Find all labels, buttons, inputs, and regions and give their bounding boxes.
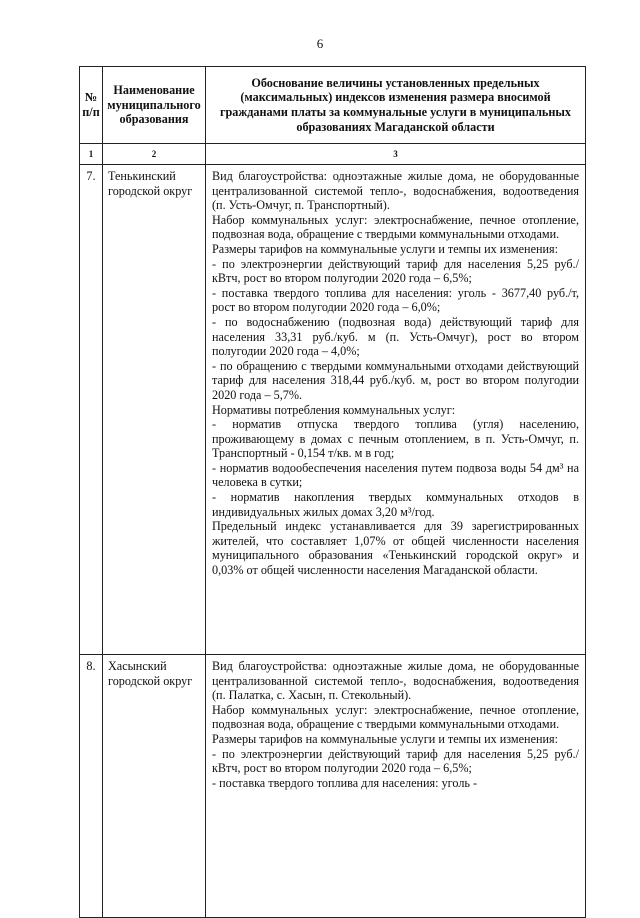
row-number: 7. (80, 165, 103, 655)
paragraph: - поставка твердого топлива для населения: уголь - 3677,40 руб./т, рост во втором полугодии 2020 года – 6,0%; (212, 285, 579, 315)
municipality-name: Хасынский городской округ (103, 655, 206, 918)
municipality-name: Тенькинский городской округ (103, 165, 206, 655)
paragraph: Нормативы потребления коммунальных услуг: (212, 402, 456, 417)
paragraph: - поставка твердого топлива для населения: уголь - (212, 775, 478, 790)
page-number: 6 (316, 36, 324, 51)
table-row (80, 165, 586, 655)
justification-text (206, 165, 586, 655)
paragraph: Размеры тарифов на коммунальные услуги и темпы их изменения: (212, 731, 559, 746)
paragraph: - норматив накопления твердых коммунальных отходов в индивидуальных жилых домах 3,20 м³/год. (212, 490, 579, 519)
paragraph: - по электроэнергии действующий тариф для населения 5,25 руб./кВтч, рост во втором полугодии 2020 года – 6,5%; (212, 746, 579, 776)
column-number: 2 (103, 144, 206, 165)
paragraph: - по электроэнергии действующий тариф для населения 5,25 руб./кВтч, рост во втором полугодии 2020 года – 6,5%; (212, 256, 579, 286)
table-row (80, 655, 586, 918)
paragraph: - по обращению с твердыми коммунальными отходами действующий тариф для населения 318,44 руб./куб. м, рост во втором полугодии 2020 года – 5,7%. (212, 358, 579, 402)
justification-text (206, 655, 586, 918)
column-number: 1 (80, 144, 103, 165)
paragraph: Вид благоустройства: одноэтажные жилые дома, не оборудованные централизованной системой тепло-, водоснабжения, водоотведения (п. Палатка, с. Хасын, п. Стекольный). (212, 659, 579, 703)
paragraph: Вид благоустройства: одноэтажные жилые дома, не оборудованные централизованной системой тепло-, водоснабжения, водоотведения (п. Усть-Омчуг, п. Транспортный). (212, 169, 579, 213)
paragraph: Набор коммунальных услуг: электроснабжение, печное отопление, подвозная вода, обращение с твердыми коммунальными отходами. (212, 212, 579, 242)
paragraph: - норматив отпуска твердого топлива (угля) населению, проживающему в домах с печным отоплением, в п. Усть-Омчуг, п. Транспортный - 0,154 т/кв. м в год; (212, 417, 579, 461)
column-numbers-row (80, 144, 586, 165)
paragraph: Размеры тарифов на коммунальные услуги и темпы их изменения: (212, 241, 559, 256)
column-number: 3 (206, 144, 586, 165)
row-number: 8. (80, 655, 103, 918)
table-header-row (80, 67, 586, 144)
header-num: № п/п (80, 67, 103, 144)
paragraph: - норматив водообеспечения населения путем подвоза воды 54 дм³ на человека в сутки; (212, 460, 579, 490)
paragraph: - по водоснабжению (подвозная вода) действующий тариф для населения 33,31 руб./куб. м (п. Усть-Омчуг), рост во втором полугодии 2020 года – 4,0%; (212, 314, 579, 359)
header-municipality: Наименование муниципального образования (103, 67, 206, 144)
index-justification-table (79, 66, 586, 918)
paragraph: Набор коммунальных услуг: электроснабжение, печное отопление, подвозная вода, обращение с твердыми коммунальными отходами. (212, 702, 579, 732)
paragraph: Предельный индекс устанавливается для 39 зарегистрированных жителей, что составляет 1,07% от общей численности населения муниципального образования «Тенькинский городской округ» и 0,03% от общей численности населения Магаданской области. (212, 519, 579, 578)
header-justification: Обоснование величины установленных предельных (максимальных) индексов изменения размера вносимой гражданами платы за коммунальные услуги в муниципальных образованиях Магаданской области (206, 67, 586, 144)
